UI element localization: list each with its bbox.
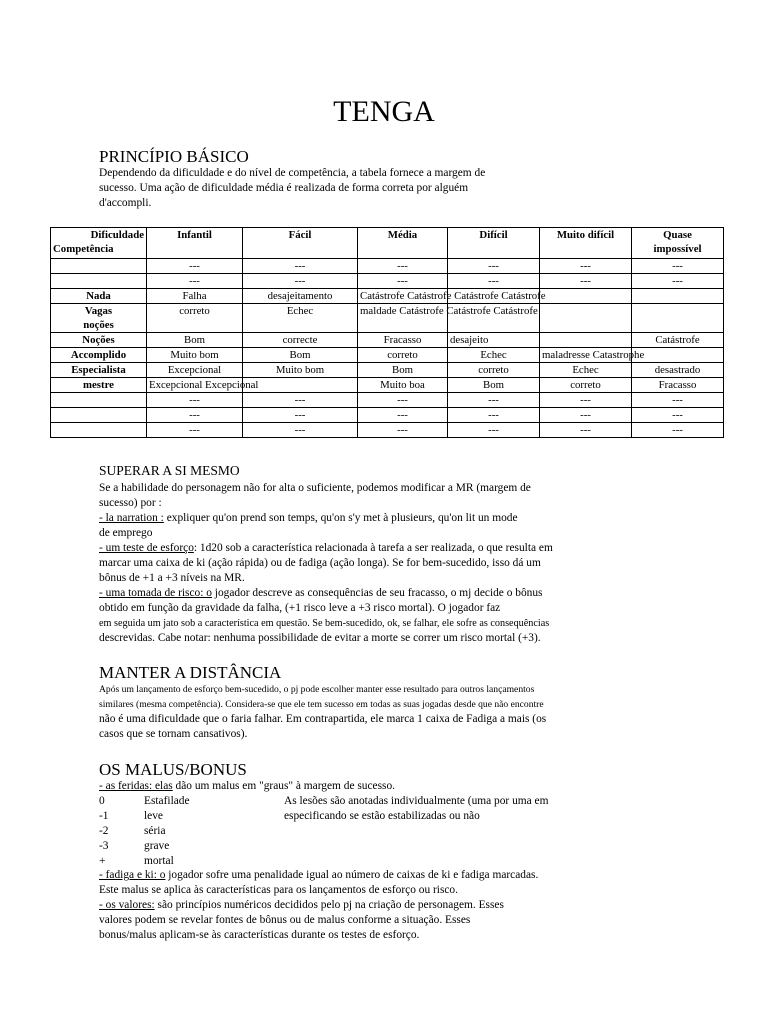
table-cell: Muito bom <box>147 348 243 363</box>
risco-label: - uma tomada de risco: o <box>99 587 212 599</box>
table-row <box>51 348 724 363</box>
table-row <box>51 423 724 438</box>
valores-label: - os valores: <box>99 899 155 911</box>
table-cell: maldade Catástrofe Catástrofe Catástrofe <box>358 304 448 333</box>
narration-text: expliquer qu'on prend son temps, qu'on s'y met à plusieurs, qu'on lit un mode <box>163 512 518 524</box>
superar-line: obtido em função da gravidade da falha, (+1 risco leve a +3 risco mortal). O jogador faz <box>99 602 501 614</box>
table-cell: Fracasso <box>358 333 448 348</box>
table-cell: Bom <box>448 378 540 393</box>
wound-value: -1 <box>99 810 109 822</box>
wound-note-line: especificando se estão estabilizadas ou não <box>284 810 480 822</box>
table-cell: correto <box>448 363 540 378</box>
risco-text: jogador descreve as consequências de seu fracasso, o mj decide o bônus <box>211 587 543 599</box>
table-cell: correto <box>358 348 448 363</box>
malus-line: bonus/malus aplicam-se às características durante os testes de esforço. <box>99 929 420 941</box>
superar-line <box>99 541 619 556</box>
header-quase: Quase <box>663 229 692 241</box>
malus-line: valores podem se revelar fontes de bônus ou de malus conforme a situação. Esses <box>99 914 471 926</box>
header-facil: Fácil <box>243 228 358 259</box>
principio-line: Dependendo da dificuldade e do nível de competência, a tabela fornece a margem de <box>99 167 486 179</box>
table-cell: Bom <box>358 363 448 378</box>
superar-line: de emprego <box>99 527 153 539</box>
fadiga-text: jogador sofre uma penalidade igual ao número de caixas de ki e fadiga marcadas. <box>165 869 539 881</box>
malus-line <box>99 868 619 883</box>
table-cell <box>51 423 147 438</box>
wound-note-line: As lesões são anotadas individualmente (uma por uma em <box>284 795 549 807</box>
wound-name: leve <box>144 810 163 822</box>
teste-text: : 1d20 sob a característica relacionada à tarefa a ser realizada, o que resulta em <box>193 542 553 554</box>
table-cell: Echec <box>243 304 358 333</box>
table-cell: --- <box>540 393 632 408</box>
table-row <box>51 259 724 274</box>
row-label-line: noções <box>83 319 114 331</box>
section-heading-manter: MANTER A DISTÂNCIA <box>99 663 282 682</box>
row-label: Noções <box>51 333 147 348</box>
wound-name: séria <box>144 825 166 837</box>
table-cell <box>51 274 147 289</box>
superar-line <box>99 586 619 601</box>
superar-line: Se a habilidade do personagem não for alta o suficiente, podemos modificar a MR (margem de <box>99 482 531 494</box>
manter-line: casos que se tornam cansativos). <box>99 728 248 740</box>
manter-paragraph <box>99 682 619 742</box>
malus-paragraph <box>99 868 619 943</box>
superar-line: bônus de +1 a +3 níveis na MR. <box>99 572 245 584</box>
table-cell: --- <box>448 274 540 289</box>
table-cell: --- <box>243 423 358 438</box>
table-corner-cell <box>51 228 147 259</box>
table-row <box>51 289 724 304</box>
table-cell: --- <box>448 408 540 423</box>
table-cell: --- <box>632 259 724 274</box>
table-cell: --- <box>243 393 358 408</box>
table-cell: --- <box>540 408 632 423</box>
table-row <box>51 333 724 348</box>
table-cell: Catástrofe Catástrofe Catástrofe Catástrofe <box>358 289 448 304</box>
malus-line: Este malus se aplica às características para os lançamentos de esforço ou risco. <box>99 884 458 896</box>
table-cell: --- <box>358 274 448 289</box>
table-cell: --- <box>147 259 243 274</box>
table-cell: Falha <box>147 289 243 304</box>
table-cell <box>540 333 632 348</box>
table-row <box>51 304 724 333</box>
table-cell: Echec <box>448 348 540 363</box>
table-cell: --- <box>358 259 448 274</box>
table-row <box>51 378 724 393</box>
table-header-row <box>51 228 724 259</box>
feridas-text: dão um malus em "graus" à margem de sucesso. <box>172 780 395 792</box>
table-cell: desastrado <box>632 363 724 378</box>
principio-line: sucesso. Uma ação de dificuldade média é realizada de forma correta por alguém <box>99 182 469 194</box>
wound-value: -3 <box>99 840 109 852</box>
table-cell <box>540 289 632 304</box>
row-label <box>51 304 147 333</box>
superar-line: em seguida um jato sob a característica em questão. Se bem-sucedido, ok, se falhar, ele sofre as consequências <box>99 618 550 629</box>
table-row <box>51 408 724 423</box>
principio-paragraph <box>99 166 619 211</box>
wound-value: -2 <box>99 825 109 837</box>
manter-line: não é uma dificuldade que o faria falhar. Em contrapartida, ele marca 1 caixa de Fadiga a mais (os <box>99 713 547 725</box>
table-cell <box>540 304 632 333</box>
header-infantil: Infantil <box>147 228 243 259</box>
table-cell: --- <box>147 423 243 438</box>
table-cell: Bom <box>147 333 243 348</box>
wound-name: grave <box>144 840 170 852</box>
row-label: mestre <box>51 378 147 393</box>
table-cell: --- <box>632 423 724 438</box>
table-cell: Bom <box>243 348 358 363</box>
difficulty-table <box>50 227 724 438</box>
table-cell: --- <box>243 274 358 289</box>
superar-paragraph <box>99 481 619 646</box>
row-label-line: Vagas <box>84 305 113 317</box>
table-cell: --- <box>147 393 243 408</box>
table-cell: --- <box>448 393 540 408</box>
table-cell <box>51 408 147 423</box>
table-cell: --- <box>632 408 724 423</box>
table-cell: --- <box>147 274 243 289</box>
table-cell: desajeito <box>448 333 540 348</box>
table-cell: Echec <box>540 363 632 378</box>
malus-line <box>99 898 619 913</box>
table-cell <box>51 393 147 408</box>
wound-values <box>99 794 109 869</box>
table-row <box>51 393 724 408</box>
table-cell: maladresse Catastrophe <box>540 348 632 363</box>
corner-difficulty: Dificuldade <box>90 229 144 241</box>
wound-names <box>144 794 190 869</box>
table-cell <box>632 289 724 304</box>
fadiga-label: - fadiga e ki: o <box>99 869 166 881</box>
feridas-text-line <box>99 779 619 794</box>
table-row <box>51 274 724 289</box>
superar-line: descrevidas. Cabe notar: nenhuma possibilidade de evitar a morte se correr um risco mortal (+3). <box>99 632 541 644</box>
superar-line <box>99 511 619 526</box>
table-cell <box>632 304 724 333</box>
wound-name: mortal <box>144 855 174 867</box>
wound-name: Estafilade <box>144 795 190 807</box>
header-dificil: Difícil <box>448 228 540 259</box>
table-cell: --- <box>358 408 448 423</box>
table-cell: Muito bom <box>243 363 358 378</box>
table-cell: --- <box>358 423 448 438</box>
valores-text: são princípios numéricos decididos pelo pj na criação de personagem. Esses <box>154 899 504 911</box>
section-heading-malus: OS MALUS/BONUS <box>99 760 247 779</box>
table-cell: --- <box>243 408 358 423</box>
table-cell <box>51 259 147 274</box>
table-cell <box>243 378 358 393</box>
table-row <box>51 363 724 378</box>
table-cell: desajeitamento <box>243 289 358 304</box>
table-cell: Catástrofe <box>632 333 724 348</box>
section-heading-principio: PRINCÍPIO BÁSICO <box>99 147 249 166</box>
table-cell: --- <box>448 423 540 438</box>
table-cell: correto <box>147 304 243 333</box>
header-quase-impossivel <box>632 228 724 259</box>
wound-note <box>284 794 548 824</box>
manter-line: Após um lançamento de esforço bem-sucedido, o pj pode escolher manter esse resultado para outros lançamentos <box>99 684 535 695</box>
table-cell <box>632 348 724 363</box>
table-cell: --- <box>632 393 724 408</box>
superar-line: marcar uma caixa de ki (ação rápida) ou de fadiga (ação longa). Se for bem-sucedido, isso dá um <box>99 557 541 569</box>
header-media: Média <box>358 228 448 259</box>
feridas-line <box>99 779 619 794</box>
document-title: TENGA <box>333 95 435 128</box>
teste-label: - um teste de esforço <box>99 542 194 554</box>
superar-line: sucesso) por : <box>99 497 162 509</box>
corner-competence: Competência <box>53 243 114 255</box>
table-cell: --- <box>540 259 632 274</box>
table-cell: correto <box>540 378 632 393</box>
table-cell: Excepcional Excepcional <box>147 378 243 393</box>
table-cell: correcte <box>243 333 358 348</box>
table-cell: --- <box>147 408 243 423</box>
row-label: Especialista <box>51 363 147 378</box>
table-cell: --- <box>448 259 540 274</box>
header-impossivel: impossível <box>653 243 702 255</box>
section-heading-superar: SUPERAR A SI MESMO <box>99 463 240 478</box>
wound-value: + <box>99 855 106 867</box>
manter-line: similares (mesma competência). Considera-se que ele tem sucesso em todas as suas jogadas desde que não encontre <box>99 699 544 710</box>
principio-line: d'accompli. <box>99 197 152 209</box>
table-cell: --- <box>243 259 358 274</box>
table-cell: --- <box>358 393 448 408</box>
feridas-label: - as feridas: elas <box>99 780 173 792</box>
table-cell: Excepcional <box>147 363 243 378</box>
header-muito-dificil: Muito difícil <box>540 228 632 259</box>
table-cell: --- <box>540 274 632 289</box>
wound-value: 0 <box>99 795 105 807</box>
table-cell: Muito boa <box>358 378 448 393</box>
table-cell: --- <box>540 423 632 438</box>
table-cell: Fracasso <box>632 378 724 393</box>
row-label: Accomplido <box>51 348 147 363</box>
narration-label: - la narration : <box>99 512 164 524</box>
table-cell: --- <box>632 274 724 289</box>
row-label: Nada <box>51 289 147 304</box>
